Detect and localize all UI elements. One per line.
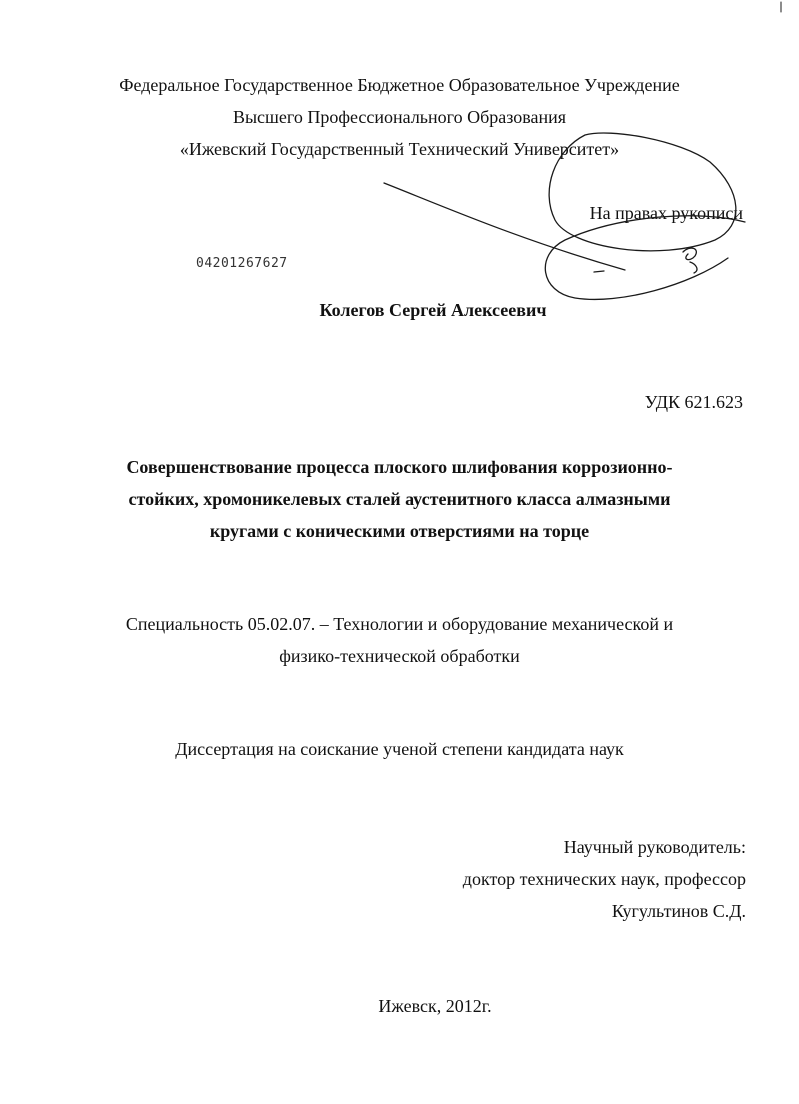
title-line-1: Совершенствование процесса плоского шлифования коррозионно- xyxy=(126,457,673,477)
place-year: Ижевск, 2012г. xyxy=(378,996,492,1016)
supervisor-label: Научный руководитель: xyxy=(563,837,746,857)
specialty-line-1: Специальность 05.02.07. – Технологии и оборудование механической и xyxy=(125,614,674,634)
signature-small-dash xyxy=(594,271,604,272)
udk-code: УДК 621.623 xyxy=(644,392,743,412)
institution-line-1: Федеральное Государственное Бюджетное Образовательное Учреждение xyxy=(119,75,680,95)
signature-scribble xyxy=(683,248,697,273)
dissertation-type: Диссертация на соискание ученой степени кандидата наук xyxy=(175,739,624,759)
title-line-3: кругами с коническими отверстиями на торце xyxy=(209,521,590,541)
institution-line-3: «Ижевский Государственный Технический Университет» xyxy=(179,139,620,159)
signature-lower-loop xyxy=(545,216,745,300)
title-line-2: стойких, хромоникелевых сталей аустенитного класса алмазными xyxy=(128,489,671,509)
manuscript-note: На правах рукописи xyxy=(589,203,743,223)
signature-diagonal-stroke xyxy=(384,183,625,270)
scan-number: 04201267627 xyxy=(196,256,288,271)
specialty-line-2: физико-технической обработки xyxy=(279,646,520,666)
institution-line-2: Высшего Профессионального Образования xyxy=(232,107,567,127)
supervisor-degree: доктор технических наук, профессор xyxy=(462,869,746,889)
author-name: Колегов Сергей Алексеевич xyxy=(319,300,547,320)
supervisor-name: Кугультинов С.Д. xyxy=(611,901,746,921)
